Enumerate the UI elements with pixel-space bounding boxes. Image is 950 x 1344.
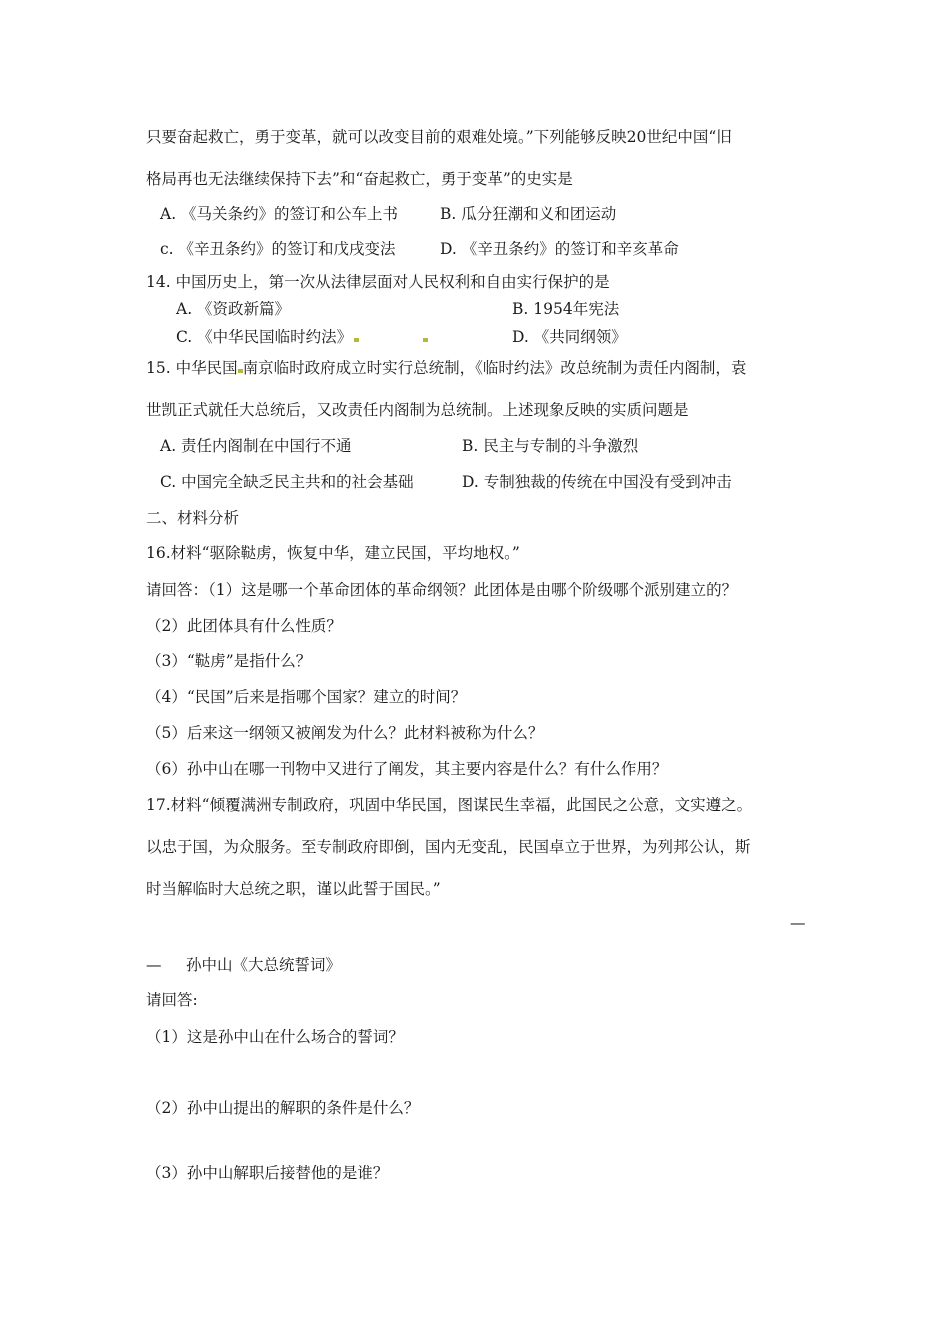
source-attribution: 孙中山《大总统誓词》 xyxy=(186,956,342,974)
q14-option-c-text: C. 《中华民国临时约法》 xyxy=(176,328,353,346)
q16-sub-4: （4）“民国”后来是指哪个国家？建立的时间？ xyxy=(146,688,467,706)
q17-material-line3: 时当解临时大总统之职，谨以此誓于国民。” xyxy=(146,880,441,898)
q14-option-d: D. 《共同纲领》 xyxy=(512,328,627,346)
q16-sub-6: （6）孙中山在哪一刊物中又进行了阐发，其主要内容是什么？有什么作用？ xyxy=(146,760,668,778)
q15-option-b: B. 民主与专制的斗争激烈 xyxy=(462,437,639,455)
q14-stem: 14. 中国历史上，第一次从法律层面对人民权利和自由实行保护的是 xyxy=(146,273,610,291)
q16-sub-5: （5）后来这一纲领又被阐发为什么？此材料被称为什么？ xyxy=(146,724,544,742)
q17-material-line1: 17.材料“倾覆满洲专制政府，巩固中华民国，图谋民生幸福，此国民之公意，文实遵之。 xyxy=(146,796,753,814)
q15-stem-post: 南京临时政府成立时实行总统制，《临时约法》改总统制为责任内阁制，袁 xyxy=(242,359,747,377)
q16-sub-1: 请回答：（1）这是哪一个革命团体的革命纲领？此团体是由哪个阶级哪个派别建立的？ xyxy=(146,581,738,599)
q17-material-line2: 以忠于国，为众服务。至专制政府即倒，国内无变乱，民国卓立于世界，为列邦公认，斯 xyxy=(146,838,751,856)
q15-option-d: D. 专制独裁的传统在中国没有受到冲击 xyxy=(462,473,732,491)
q16-sub-2: （2）此团体具有什么性质？ xyxy=(146,617,342,635)
q15-stem-pre: 15. 中华民国 xyxy=(146,359,238,377)
scan-mark xyxy=(354,338,359,342)
q13-option-a: A. 《马关条约》的签订和公车上书 xyxy=(160,205,399,223)
q15-option-c: C. 中国完全缺乏民主共和的社会基础 xyxy=(160,473,414,491)
dash-right: — xyxy=(790,914,806,932)
q14-option-c xyxy=(176,327,428,347)
q13-stem-line2: 格局再也无法继续保持下去”和“奋起救亡，勇于变革”的史实是 xyxy=(146,170,573,188)
q17-ask: 请回答: xyxy=(146,991,198,1009)
q13-stem-line1: 只要奋起救亡，勇于变革，就可以改变目前的艰难处境。”下列能够反映20世纪中国“旧 xyxy=(146,128,732,146)
scan-mark xyxy=(423,338,428,342)
q13-option-d: D. 《辛丑条约》的签订和辛亥革命 xyxy=(440,240,679,258)
dash-left: — xyxy=(146,956,162,974)
q15-option-a: A. 责任内阁制在中国行不通 xyxy=(160,437,352,455)
q15-stem-line2: 世凯正式就任大总统后，又改责任内阁制为总统制。上述现象反映的实质问题是 xyxy=(146,401,689,419)
q14-option-b: B. 1954年宪法 xyxy=(512,300,620,318)
q17-sub-1: （1）这是孙中山在什么场合的誓词？ xyxy=(146,1028,404,1046)
section-heading: 二、材料分析 xyxy=(146,509,240,527)
q15-stem-line1 xyxy=(146,358,746,378)
q16-sub-3: （3）“鞑虏”是指什么？ xyxy=(146,652,312,670)
q17-sub-2: （2）孙中山提出的解职的条件是什么？ xyxy=(146,1099,420,1117)
q13-option-c: c. 《辛丑条约》的签订和戊戌变法 xyxy=(160,240,396,258)
q17-sub-3: （3）孙中山解职后接替他的是谁？ xyxy=(146,1164,389,1182)
q13-option-b: B. 瓜分狂潮和义和团运动 xyxy=(440,205,617,223)
q14-option-a: A. 《资政新篇》 xyxy=(176,300,291,318)
q16-material: 16.材料“驱除鞑虏，恢复中华，建立民国，平均地权。” xyxy=(146,544,520,562)
